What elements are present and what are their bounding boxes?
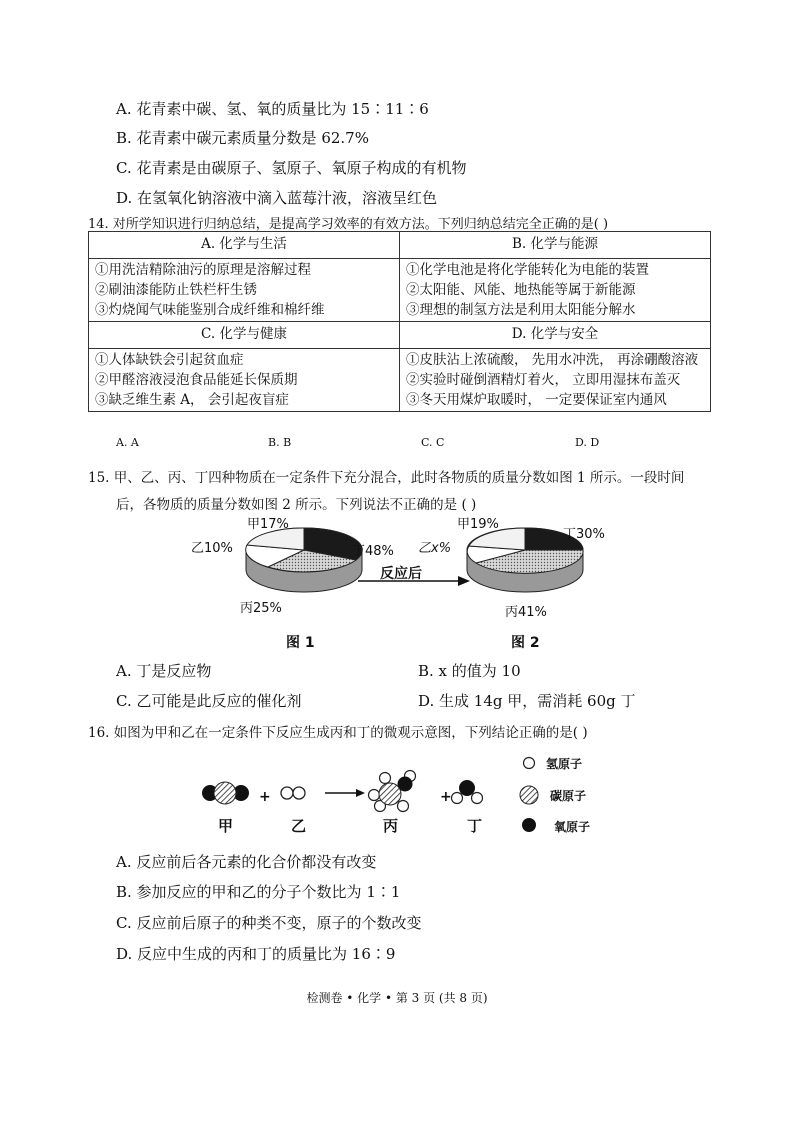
table-header-c: C. 化学与健康 [89, 322, 400, 349]
q15-option-c: C. 乙可能是此反应的催化剂 [116, 692, 302, 710]
table-item: ③冬天用煤炉取暖时， 一定要保证室内通风 [406, 392, 667, 408]
fig1-label-ding: 丁48% [352, 544, 394, 559]
molecule-yi [281, 787, 305, 799]
table-item: ①化学电池是将化学能转化为电能的装置 [406, 262, 649, 278]
fig2-label-ding: 丁30% [563, 527, 605, 542]
fig1-label-bing: 丙25% [240, 601, 282, 616]
page-footer: 检测卷 • 化学 • 第 3 页 (共 8 页) [306, 991, 488, 1005]
arrow-label: 反应后 [380, 566, 422, 582]
molecule-jia [202, 782, 249, 804]
table-item: ①人体缺铁会引起贫血症 [95, 352, 244, 368]
q15-stem-line1: 15. 甲、乙、丙、丁四种物质在一定条件下充分混合，此时各物质的质量分数如图 1 所示。一段时间 [88, 470, 685, 486]
q15-stem-line2: 后，各物质的质量分数如图 2 所示。下列说法不正确的是 ( ) [116, 497, 477, 513]
legend-hydrogen-label: 氢原子 [546, 757, 583, 771]
table-cell-c [89, 349, 400, 412]
table-item: ②太阳能、风能、地热能等属于新能源 [406, 282, 636, 298]
pie-chart-1 [246, 528, 363, 592]
fig1-label-jia: 甲17% [247, 517, 289, 532]
q16-stem: 16. 如图为甲和乙在一定条件下反应生成丙和丁的微观示意图，下列结论正确的是( ) [88, 725, 588, 741]
table-header-b: B. 化学与能源 [400, 232, 711, 259]
legend-oxygen-label: 氧原子 [554, 820, 591, 834]
q14-choice-d: D. D [575, 436, 600, 449]
q14-choice-b: B. B [268, 436, 292, 449]
fig2-label-yi: 乙x% [418, 541, 452, 556]
arrow-head-icon [458, 576, 470, 586]
fig1-label-yi: 乙10% [191, 541, 233, 556]
q14-choice-a: A. A [116, 436, 139, 449]
q13-option-c: C. 花青素是由碳原子、氢原子、氧原子构成的有机物 [116, 159, 467, 177]
table-item: ②刷油漆能防止铁栏杆生锈 [95, 282, 257, 298]
table-cell-d [400, 349, 711, 412]
table-cell-b [400, 259, 711, 322]
table-item: ①皮肤沾上浓硫酸， 先用水冲洗， 再涂硼酸溶液 [406, 352, 699, 368]
plus-sign: + [259, 789, 271, 805]
label-jia: 甲 [218, 817, 234, 835]
table-item: ③理想的制氢方法是利用太阳能分解水 [406, 302, 636, 318]
q13-option-b: B. 花青素中碳元素质量分数是 62.7% [116, 129, 369, 147]
plus-sign: + [440, 789, 452, 805]
q16-option-c: C. 反应前后原子的种类不变，原子的个数改变 [116, 914, 422, 932]
molecule-bing [369, 771, 416, 812]
fig2-label-jia: 甲19% [457, 517, 499, 532]
fig1-caption: 图 1 [286, 635, 315, 651]
table-item: ③缺乏维生素 A， 会引起夜盲症 [95, 392, 289, 408]
q13-option-d: D. 在氢氧化钠溶液中滴入蓝莓汁液，溶液呈红色 [116, 189, 438, 207]
q14-stem: 14. 对所学知识进行归纳总结，是提高学习效率的有效方法。下列归纳总结完全正确的是( ) [88, 217, 609, 232]
arrow-head-icon [356, 789, 365, 797]
table-header-d: D. 化学与安全 [400, 322, 711, 349]
q16-option-b: B. 参加反应的甲和乙的分子个数比为 1∶1 [116, 883, 401, 901]
table-item: ②甲醛溶液浸泡食品能延长保质期 [95, 372, 298, 388]
legend-oxygen-icon [522, 818, 536, 832]
q15-option-a: A. 丁是反应物 [116, 662, 212, 680]
q16-option-d: D. 反应中生成的丙和丁的质量比为 16∶9 [116, 945, 396, 963]
fig2-caption: 图 2 [511, 635, 540, 651]
label-ding: 丁 [467, 817, 483, 835]
fig2-label-bing: 丙41% [505, 605, 547, 620]
q14-summary-table [88, 231, 711, 412]
q15-option-d: D. 生成 14g 甲，需消耗 60g 丁 [418, 692, 636, 710]
q14-choice-c: C. C [421, 436, 445, 449]
q15-option-b: B. x 的值为 10 [418, 662, 521, 680]
label-bing: 丙 [383, 817, 399, 835]
q16-option-a: A. 反应前后各元素的化合价都没有改变 [116, 853, 377, 871]
table-header-a: A. 化学与生活 [89, 232, 400, 259]
legend-carbon-icon [520, 786, 538, 804]
table-item: ①用洗洁精除油污的原理是溶解过程 [95, 262, 311, 278]
table-item: ②实验时碰倒酒精灯着火， 立即用湿抹布盖灭 [406, 372, 681, 388]
q13-option-a: A. 花青素中碳、氢、氧的质量比为 15∶11∶6 [116, 100, 429, 118]
legend-carbon-label: 碳原子 [550, 789, 587, 803]
table-item: ③灼烧闻气味能鉴别合成纤维和棉纤维 [95, 302, 325, 318]
table-cell-a [89, 259, 400, 322]
label-yi: 乙 [291, 817, 307, 835]
molecule-ding [452, 780, 483, 804]
legend-hydrogen-icon [524, 758, 535, 769]
